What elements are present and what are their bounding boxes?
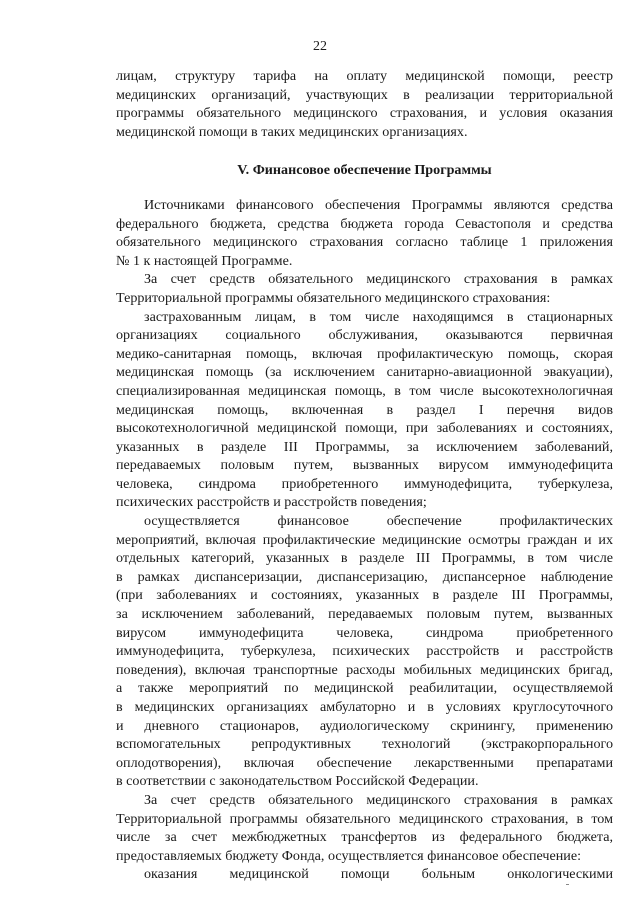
text-line: Территориальной программы обязательного медицинского страхования, в том [116,810,613,827]
text-line: обязательного медицинского страхования согласно таблице 1 приложения [116,234,613,251]
text-line: иммунодефицита, туберкулеза, психических расстройств и расстройств [116,643,613,660]
text-line: высокотехнологичной медицинской помощи, при заболеваниях и состояниях, [116,420,613,437]
text-line: вспомогательных репродуктивных технологий (экстракорпорального [116,736,613,753]
text-line: медицинская помощь (за исключением санитарно-авиационной эвакуации), [116,364,613,381]
text-line: федерального бюджета, средства бюджета города Севастополя и средства [116,215,613,232]
text-line: передаваемых половым путем, вызванных вирусом иммунодефицита [116,457,613,474]
text-line: За счет средств обязательного медицинского страхования в рамках [144,271,613,288]
text-line: мероприятий, включая профилактические медицинские осмотры граждан и их [116,531,613,548]
text-line: медицинской помощи в таких медицинских организациях. [116,123,468,140]
text-line: медицинских организаций, участвующих в реализации территориальной [116,86,613,103]
page-number: 22 [313,39,327,54]
text-line: № 1 к настоящей Программе. [116,252,293,269]
scan-speck [566,884,569,885]
text-line: поведения), включая транспортные расходы мобильных медицинских бригад, [116,661,613,678]
text-line: психических расстройств и расстройств поведения; [116,494,427,511]
text-line: человека, синдрома приобретенного иммунодефицита, туберкулеза, [116,475,613,492]
text-line: за исключением заболеваний, передаваемых половым путем, вызванных [116,606,613,623]
text-line: вирусом иммунодефицита человека, синдрома приобретенного [116,624,613,641]
text-line: организациях социального обслуживания, оказываются первичная [116,327,613,344]
text-line: оказания медицинской помощи больным онкологическими [144,866,613,883]
text-line: в соответствии с законодательством Российской Федерации. [116,773,479,790]
text-line: лицам, структуру тарифа на оплату медицинской помощи, реестр [116,68,613,84]
text-line: отдельных категорий, указанных в разделе III Программы, в том числе [116,550,613,567]
spacer [116,141,613,161]
text-line: Территориальной программы обязательного медицинского страхования: [116,289,551,306]
text-line: медицинская помощь, включенная в раздел I перечня видов [116,401,613,418]
text-line: (при заболеваниях и состояниях, указанных в разделе III Программы, [116,587,613,604]
text-line: в рамках диспансеризации, диспансеризацию, диспансерное наблюдение [116,568,613,585]
text-line: застрахованным лицам, в том числе находящимся в стационарных [144,308,613,325]
text-line: программы обязательного медицинского страхования, и условия оказания [116,105,613,122]
text-line: специализированная медицинская помощь, в том числе высокотехнологичная [116,382,613,399]
section-heading: V. Финансовое обеспечение Программы [237,162,492,179]
text-line: указанных в разделе III Программы, за исключением заболеваний, [116,438,613,455]
document-body [116,67,613,884]
spacer [116,180,613,196]
text-line: в медицинских организациях амбулаторно и в условиях круглосуточного [116,699,613,715]
text-line: За счет средств обязательного медицинского страхования в рамках [144,791,613,808]
text-line: Источниками финансового обеспечения Программы являются средства [144,196,613,213]
text-line: а также мероприятий по медицинской реабилитации, осуществляемой [116,680,613,697]
text-line: осуществляется финансовое обеспечение профилактических [144,513,613,530]
text-line: числе за счет межбюджетных трансфертов из федерального бюджета, [116,829,613,846]
text-line: оплодотворения), включая обеспечение лекарственными препаратами [116,754,613,771]
text-line: и дневного стационаров, аудиологическому скринингу, применению [116,717,613,734]
text-line: медико-санитарная помощь, включая профилактическую помощь, скорая [116,345,613,362]
text-line: предоставляемых бюджету Фонда, осуществляется финансовое обеспечение: [116,847,582,864]
